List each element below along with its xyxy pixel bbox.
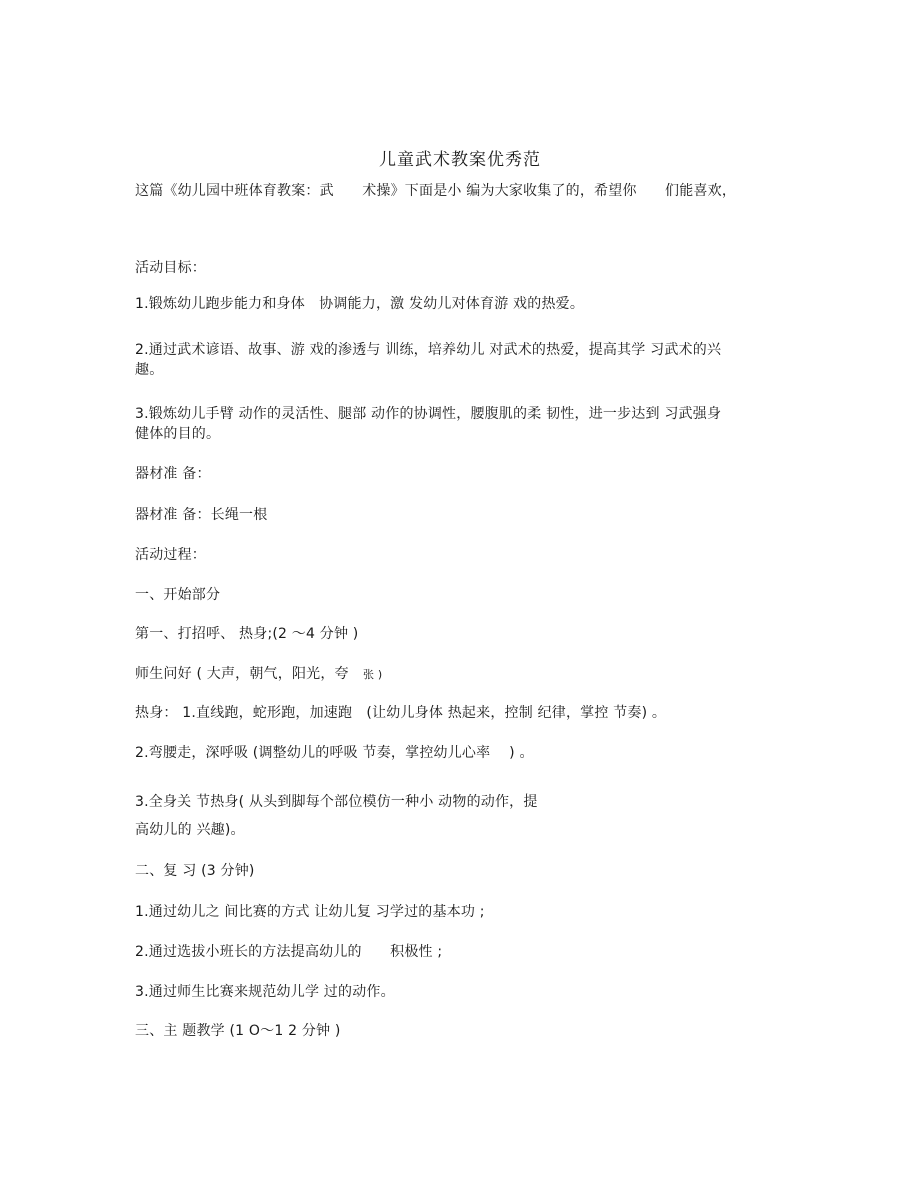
goal-1: 1.锻炼幼儿跑步能力和身体 协调能力，激 发幼儿对体育游 戏的热爱。 bbox=[135, 296, 585, 312]
part-2-heading: 二、复 习 (3 分钟) bbox=[135, 863, 255, 879]
warmup-2: 2.弯腰走，深呼吸 (调整幼儿的呼吸 节奏，掌控幼儿心率 ) 。 bbox=[135, 745, 534, 761]
part-1-heading: 一、开始部分 bbox=[135, 587, 221, 603]
review-2: 2.通过选拔小班长的方法提高幼儿的 积极性 ; bbox=[135, 944, 443, 960]
part-3-heading: 三、主 题教学 (1 O～1 2 分钟 ) bbox=[135, 1023, 341, 1039]
step-1: 第一、打招呼、 热身;(2 ～4 分钟 ) bbox=[135, 626, 359, 642]
materials-list: 器材准 备：长绳一根 bbox=[135, 507, 268, 523]
warmup-1: 热身： 1.直线跑，蛇形跑，加速跑 (让幼儿身体 热起来，控制 纪律，掌控 节奏) 。 bbox=[135, 705, 667, 721]
greeting-small: 张 ) bbox=[362, 668, 383, 681]
warmup-3-line-2: 高幼儿的 兴趣)。 bbox=[135, 822, 245, 838]
review-1: 1.通过幼儿之 间比赛的方式 让幼儿复 习学过的基本功 ; bbox=[135, 904, 485, 920]
goal-2-line-1: 2.通过武术谚语、故事、游 戏的渗透与 训练，培养幼儿 对武术的热爱，提高其学 习武术的兴 bbox=[135, 342, 722, 358]
document-title: 儿童武术教案优秀范 bbox=[379, 150, 541, 170]
greeting-line bbox=[135, 664, 382, 685]
greeting-main: 师生问好 ( 大声，朝气，阳光，夸 bbox=[135, 666, 363, 682]
warmup-3-line-1: 3.全身关 节热身( 从头到脚每个部位模仿一种小 动物的动作，提 bbox=[135, 794, 538, 810]
intro-text: 这篇《幼儿园中班体育教案：武 术操》下面是小 编为大家收集了的，希望你 们能喜欢， bbox=[135, 183, 737, 199]
goals-heading: 活动目标： bbox=[135, 260, 206, 276]
review-3: 3.通过师生比赛来规范幼儿学 过的动作。 bbox=[135, 984, 395, 1000]
goal-3-line-2: 健体的目的。 bbox=[135, 426, 221, 442]
materials-heading: 器材准 备： bbox=[135, 466, 211, 482]
process-heading: 活动过程： bbox=[135, 547, 206, 563]
goal-3-line-1: 3.锻炼幼儿手臂 动作的灵活性、腿部 动作的协调性，腰腹肌的柔 韧性，进一步达到 习武强身 bbox=[135, 406, 722, 422]
goal-2-line-2: 趣。 bbox=[135, 362, 164, 378]
